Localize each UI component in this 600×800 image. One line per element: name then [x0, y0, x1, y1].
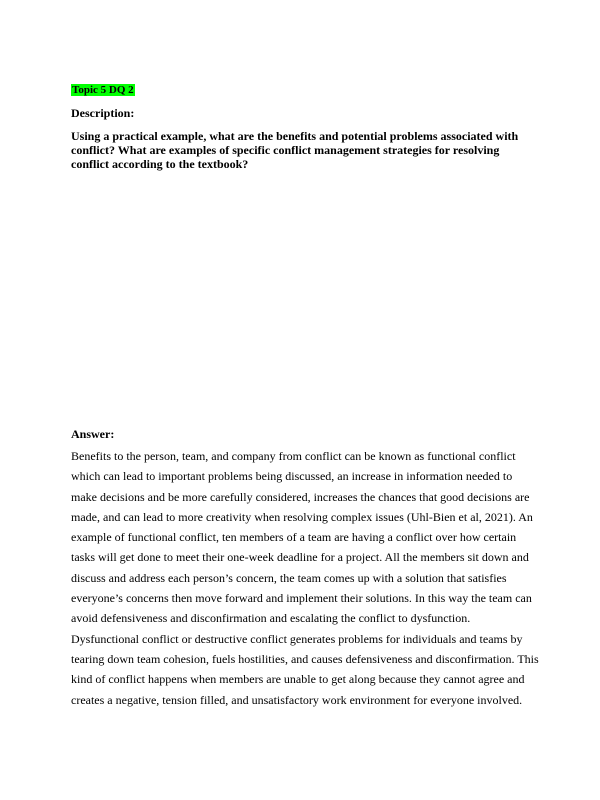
question-text: Using a practical example, what are the benefits and potential problems associated with conflict? What are examples of specific conflict management strategies for resolving conflict according to the textbook? — [71, 129, 519, 171]
description-heading: Description: — [71, 106, 135, 120]
answer-heading: Answer: — [71, 427, 115, 441]
answer-paragraph: Benefits to the person, team, and company from conflict can be known as functional conflict which can lead to important problems being discussed, an increase in information needed to make decisions and be more carefully considered, increases the chances that good decisions are made, and can lead to more creativity when resolving complex issues (Uhl-Bien et al, 2021). An example of functional conflict, ten members of a team are having a conflict over how certain tasks will get done to meet their one-week deadline for a project. All the members sit down and discuss and address each person’s concern, the team comes up with a solution that satisfies everyone’s concerns then move forward and implement their solutions. In this way the team can avoid defensiveness and disconfirmation and escalating the conflict to dysfunction. Dysfunctional conflict or destructive conflict generates problems for individuals and teams by tearing down team cohesion, fuels hostilities, and causes defensiveness and disconfirmation. This kind of conflict happens when members are unable to get along because they cannot agree and creates a negative, tension filled, and unsatisfactory work environment for everyone involved. — [71, 449, 539, 707]
topic-label — [71, 83, 135, 97]
topic-highlight: Topic 5 DQ 2 — [72, 84, 134, 96]
